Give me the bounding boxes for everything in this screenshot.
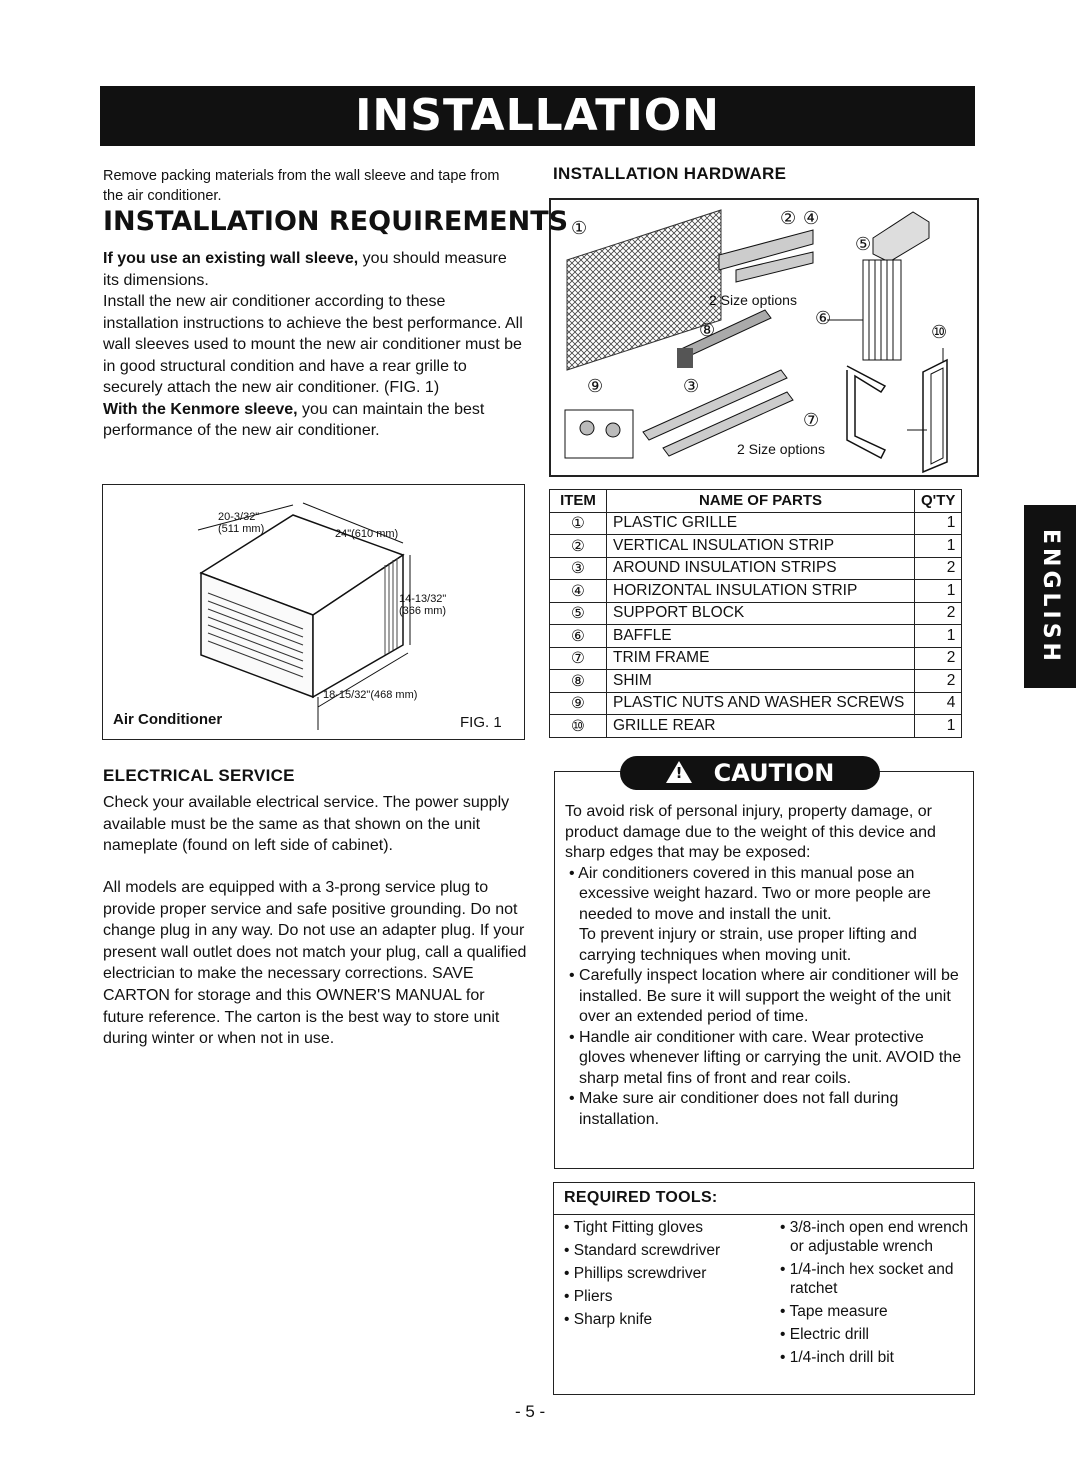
caution-box — [554, 771, 974, 1169]
hardware-illustration-box — [549, 198, 979, 477]
part-qty-cell: 1 — [915, 580, 962, 603]
tool-item-text: Pliers — [573, 1288, 613, 1305]
marker-4: ④ — [803, 208, 820, 229]
part-item-cell: ⑥ — [550, 625, 607, 648]
dim-width-mm: (511 mm) — [218, 523, 265, 535]
table-row — [550, 602, 962, 625]
table-row — [550, 625, 962, 648]
required-tools-box — [553, 1182, 975, 1395]
caution-bullet-3: • Handle air conditioner with care. Wear protective gloves whenever lifting or carrying the unit. AVOID the sharp metal fins of front and rear coils. — [569, 1028, 962, 1087]
caution-title: CAUTION — [713, 759, 835, 787]
page-banner: INSTALLATION — [100, 86, 975, 146]
part-qty-cell: 2 — [915, 670, 962, 693]
electrical-p1: Check your available electrical service. The power supply available must be the same as that shown on the unit nameplate (found on left side of cabinet). — [103, 794, 510, 855]
tools-heading: REQUIRED TOOLS: — [564, 1189, 718, 1206]
tool-item: • 3/8-inch open end wrench or adjustable wrench — [780, 1219, 969, 1255]
part-qty-cell: 2 — [915, 557, 962, 580]
tool-item-text: 3/8-inch open end wrench or adjustable wrench — [789, 1219, 969, 1255]
part-qty-cell: 1 — [915, 625, 962, 648]
tool-item: • Phillips screwdriver — [564, 1265, 707, 1282]
figure-label: Air Conditioner — [113, 711, 223, 728]
caution-bullet-2: • Carefully inspect location where air conditioner will be installed. Be sure it will support the weight of the unit over an extended period of time. — [569, 967, 959, 1025]
tool-item: • Standard screwdriver — [564, 1242, 721, 1259]
marker-9: ⑨ — [587, 376, 604, 397]
dim-depth: 24"(610 mm) — [335, 528, 399, 540]
part-item-cell: ⑩ — [550, 715, 607, 738]
caution-bullet-1: • Air conditioners covered in this manual pose an excessive weight hazard. Two or more people are needed to move and install the unit. — [569, 864, 931, 923]
tool-item-text: Tight Fitting gloves — [573, 1219, 703, 1236]
tool-item: • 1/4-inch drill bit — [780, 1349, 894, 1366]
tool-item: • Sharp knife — [564, 1311, 653, 1328]
existing-sleeve-bold: If you use an existing wall sleeve, — [103, 250, 359, 267]
parts-table-header — [550, 490, 962, 513]
dim-height — [399, 593, 446, 617]
caution-bullet-4-text: Make sure air conditioner does not fall during installation. — [579, 1090, 899, 1128]
part-item-cell: ② — [550, 535, 607, 558]
marker-5: ⑤ — [855, 234, 872, 255]
tools-list-left — [562, 1218, 772, 1333]
col-name: NAME OF PARTS — [607, 490, 915, 513]
col-qty: Q'TY — [915, 490, 962, 513]
part-item-cell: ① — [550, 512, 607, 535]
part-item-cell: ③ — [550, 557, 607, 580]
size-options-label: 2 Size options — [709, 292, 797, 308]
table-row — [550, 715, 962, 738]
dim-width-inch: 20-3/32" — [218, 511, 260, 523]
part-name-cell: HORIZONTAL INSULATION STRIP — [607, 580, 915, 603]
tool-item-text: Electric drill — [789, 1326, 869, 1343]
tool-item: • Tight Fitting gloves — [564, 1219, 703, 1236]
language-tab: ENGLISH — [1024, 505, 1076, 688]
electrical-p2: All models are equipped with a 3-prong service plug to provide proper service and safe positive grounding. Do not change plug in any way. Do not use an adapter plug. If your present wall outlet does not match your plug, call a qualified electrician to make the necessary corrections. SAVE CARTON for storage and this OWNER'S MANUAL for future reference. The carton is the best way to store unit during winter or when not in use. — [103, 879, 527, 1048]
table-row — [550, 535, 962, 558]
part-name-cell: GRILLE REAR — [607, 715, 915, 738]
electrical-heading: ELECTRICAL SERVICE — [103, 766, 295, 785]
tool-item-text: 1/4-inch hex socket and ratchet — [789, 1261, 954, 1297]
table-row — [550, 670, 962, 693]
part-name-cell: SHIM — [607, 670, 915, 693]
part-qty-cell: 1 — [915, 512, 962, 535]
table-row — [550, 557, 962, 580]
existing-sleeve-text: you should measure its dimensions. — [103, 250, 507, 289]
dim-width — [218, 511, 264, 535]
hardware-heading: INSTALLATION HARDWARE — [553, 164, 787, 183]
tool-item-text: Sharp knife — [573, 1311, 653, 1328]
caution-bullet-1-text: Air conditioners covered in this manual pose an excessive weight hazard. Two or more people are needed to move and install the unit. — [578, 864, 931, 923]
kenmore-sleeve-text: you can maintain the best performance of the new air conditioner. — [103, 400, 485, 439]
tool-item-text: 1/4-inch drill bit — [789, 1349, 894, 1366]
table-row — [550, 512, 962, 535]
part-item-cell: ⑧ — [550, 670, 607, 693]
col-item: ITEM — [550, 490, 607, 513]
install-paragraph: Install the new air conditioner according to these installation instructions to achieve the best performance. All wall sleeves used to mount the new air conditioner must be in good structural condition and have a rear grille to securely attach the new air conditioner. (FIG. 1) — [103, 293, 523, 396]
caution-text — [565, 802, 967, 1130]
dim-height-mm: (366 mm) — [399, 605, 447, 617]
part-item-cell: ④ — [550, 580, 607, 603]
tool-item: • Pliers — [564, 1288, 613, 1305]
caution-bullet-1b: To prevent injury or strain, use proper lifting and carrying techniques when moving unit. — [579, 926, 917, 964]
part-item-cell: ⑨ — [550, 692, 607, 715]
caution-bullet-4: • Make sure air conditioner does not fall during installation. — [569, 1090, 899, 1128]
marker-8: ⑧ — [699, 320, 716, 341]
tool-item: • Electric drill — [780, 1326, 869, 1343]
requirements-text — [103, 248, 523, 442]
tool-item-text: Standard screwdriver — [573, 1242, 721, 1259]
figure-1-box — [102, 484, 525, 740]
part-name-cell: VERTICAL INSULATION STRIP — [607, 535, 915, 558]
requirements-heading: INSTALLATION REQUIREMENTS — [103, 206, 569, 237]
part-name-cell: PLASTIC NUTS AND WASHER SCREWS — [607, 692, 915, 715]
part-name-cell: SUPPORT BLOCK — [607, 602, 915, 625]
tools-list-right — [778, 1218, 970, 1371]
warning-icon-glyph: ! — [675, 764, 683, 782]
page-number: - 5 - — [515, 1402, 546, 1421]
part-name-cell: PLASTIC GRILLE — [607, 512, 915, 535]
part-qty-cell: 1 — [915, 715, 962, 738]
tool-item-text: Phillips screwdriver — [573, 1265, 707, 1282]
part-qty-cell: 1 — [915, 535, 962, 558]
marker-6: ⑥ — [815, 308, 832, 329]
tool-item: • 1/4-inch hex socket and ratchet — [780, 1261, 954, 1297]
caution-bullet-3-text: Handle air conditioner with care. Wear protective gloves whenever lifting or carrying the unit. AVOID the sharp metal fins of front and rear coils. — [579, 1028, 962, 1087]
table-row — [550, 580, 962, 603]
dim-base: 18-15/32"(468 mm) — [323, 689, 418, 701]
part-qty-cell: 4 — [915, 692, 962, 715]
dim-height-inch: 14-13/32" — [399, 593, 447, 605]
part-qty-cell: 2 — [915, 647, 962, 670]
table-row — [550, 692, 962, 715]
part-name-cell: AROUND INSULATION STRIPS — [607, 557, 915, 580]
part-item-cell: ⑤ — [550, 602, 607, 625]
warning-icon — [666, 761, 692, 783]
marker-1: ① — [571, 218, 588, 239]
marker-7: ⑦ — [803, 410, 820, 431]
parts-table — [549, 489, 962, 738]
tools-divider — [554, 1214, 974, 1215]
figure-number: FIG. 1 — [460, 714, 502, 731]
hardware-illustration — [551, 200, 977, 475]
part-qty-cell: 2 — [915, 602, 962, 625]
tool-item: • Tape measure — [780, 1303, 888, 1320]
marker-10: ⑩ — [931, 322, 948, 343]
caution-bullet-2-text: Carefully inspect location where air conditioner will be installed. Be sure it will support the weight of the unit over an extended period of time. — [579, 967, 959, 1025]
caution-badge — [620, 756, 880, 790]
caution-intro: To avoid risk of personal injury, property damage, or product damage due to the weight of this device and sharp edges that may be exposed: — [565, 803, 936, 861]
air-conditioner-illustration — [103, 485, 524, 739]
size-options-label-2: 2 Size options — [737, 441, 825, 457]
part-item-cell: ⑦ — [550, 647, 607, 670]
part-name-cell: BAFFLE — [607, 625, 915, 648]
table-row — [550, 647, 962, 670]
marker-3: ③ — [683, 376, 700, 397]
tool-item-text: Tape measure — [789, 1303, 888, 1320]
part-name-cell: TRIM FRAME — [607, 647, 915, 670]
marker-2: ② — [780, 208, 797, 229]
kenmore-sleeve-bold: With the Kenmore sleeve, — [103, 400, 298, 418]
intro-text: Remove packing materials from the wall sleeve and tape from the air conditioner. — [103, 168, 500, 204]
